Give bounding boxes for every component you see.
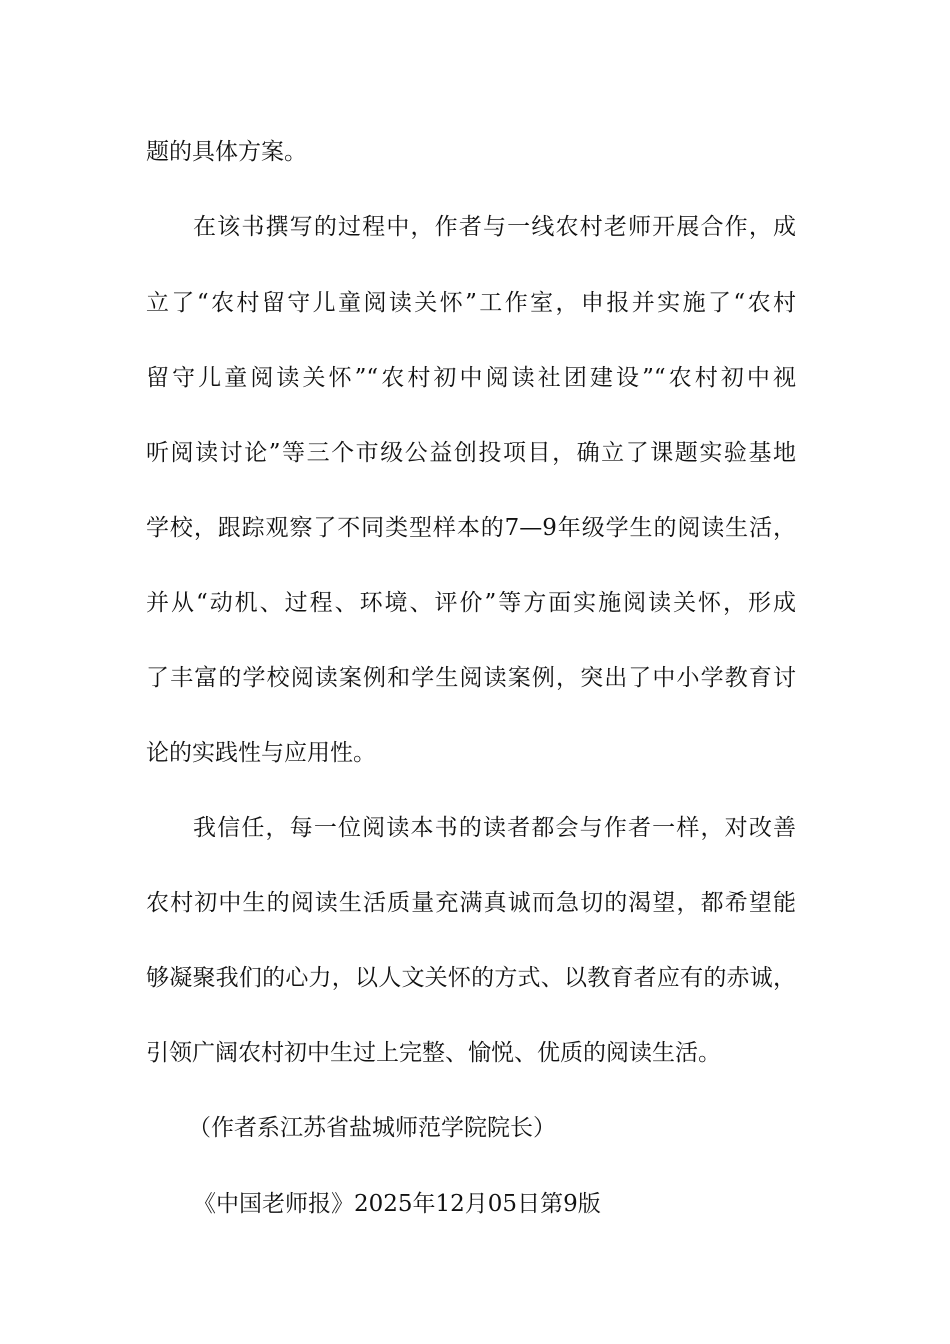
paragraph-2-line-7: 了丰富的学校阅读案例和学生阅读案例，突出了中小学教育讨 xyxy=(146,665,796,691)
paragraph-2-line-5: 学校，跟踪观察了不同类型样本的7—9年级学生的阅读生活， xyxy=(146,515,796,541)
source-citation: 《中国老师报》2025年12月05日第9版 xyxy=(193,1191,601,1217)
paragraph-2-line-1: 在该书撰写的过程中，作者与一线农村老师开展合作，成 xyxy=(193,214,796,240)
paragraph-1-line-1: 题的具体方案。 xyxy=(146,139,307,165)
author-note: （作者系江苏省盐城师范学院院长） xyxy=(188,1115,556,1141)
paragraph-3-line-4: 引领广阔农村初中生过上完整、愉悦、优质的阅读生活。 xyxy=(146,1040,721,1066)
paragraph-2-line-6: 并从“动机、过程、环境、评价”等方面实施阅读关怀，形成 xyxy=(146,590,796,616)
paragraph-2-line-8: 论的实践性与应用性。 xyxy=(146,740,376,766)
paragraph-3-line-1: 我信任，每一位阅读本书的读者都会与作者一样，对改善 xyxy=(193,815,796,841)
paragraph-2-line-3: 留守儿童阅读关怀”“农村初中阅读社团建设”“农村初中视 xyxy=(146,365,796,391)
paragraph-3-line-3: 够凝聚我们的心力，以人文关怀的方式、以教育者应有的赤诚， xyxy=(146,965,796,991)
paragraph-2-line-2: 立了“农村留守儿童阅读关怀”工作室，申报并实施了“农村 xyxy=(146,290,796,316)
paragraph-3-line-2: 农村初中生的阅读生活质量充满真诚而急切的渴望，都希望能 xyxy=(146,890,796,916)
paragraph-2-line-4: 听阅读讨论”等三个市级公益创投项目，确立了课题实验基地 xyxy=(146,440,796,466)
